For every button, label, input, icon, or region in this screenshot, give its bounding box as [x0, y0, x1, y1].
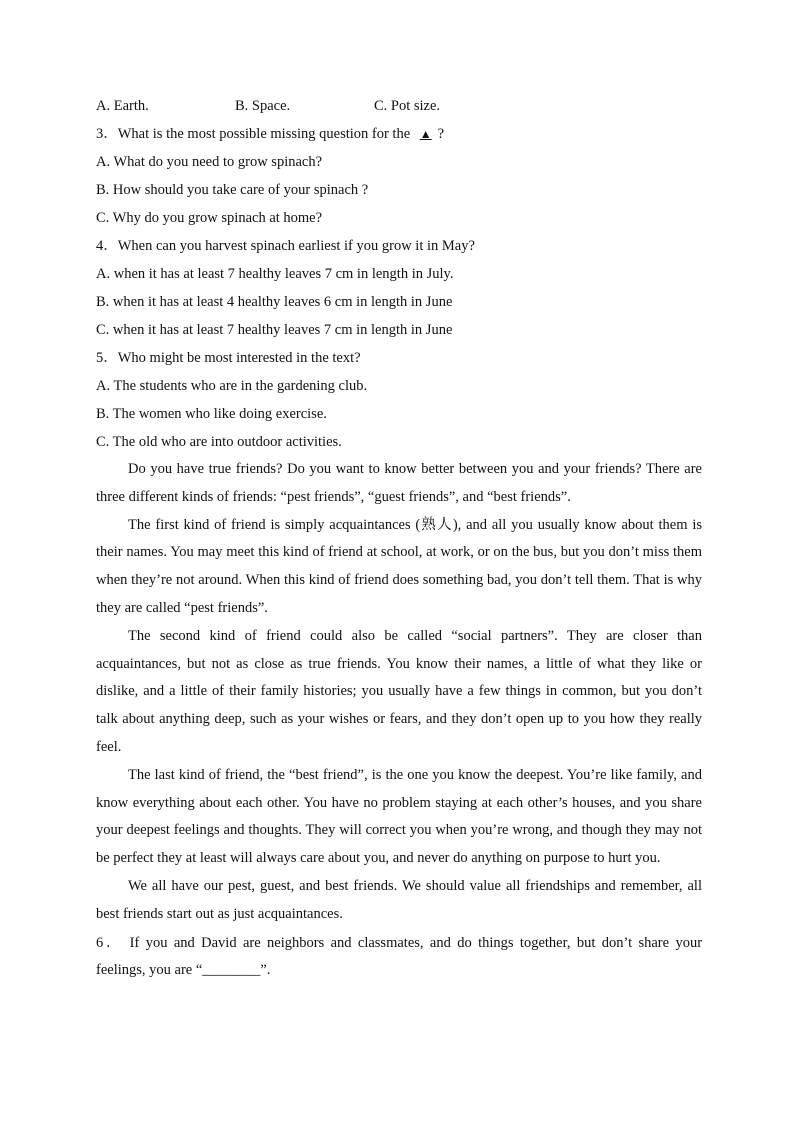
q5-option-a[interactable]: A. The students who are in the gardening club. [96, 378, 368, 394]
q5-text: Who might be most interested in the text? [117, 350, 361, 366]
exam-page [96, 92, 702, 985]
q6-text: If you and David are neighbors and classmates, and do things together, but don’t share your feelings, you are “________”. [96, 934, 703, 979]
passage-paragraph-5 [96, 873, 702, 929]
passage-text: The second kind of friend could also be called “social partners”. They are closer than acquaintances, but not as close as true friends. You know their names, a little of what they like or dislike, and a little of their family histories; you usually have a few things in common, but you don’t talk about anything deep, such as your wishes or fears, and they don’t open up to you how they really feel. [96, 627, 702, 755]
passage-paragraph-2 [96, 512, 702, 623]
q5-option-c[interactable]: C. The old who are into outdoor activities. [96, 434, 342, 450]
passage-paragraph-4 [96, 762, 702, 873]
passage-text: The first kind of friend is simply acquaintances (熟人), and all you usually know about them is their names. You may meet this kind of friend at school, at work, or on the bus, but you don’t miss them when they’re not around. When this kind of friend does something bad, you don’t tell them. That is why they are called “pest friends”. [96, 516, 702, 616]
q3-text-end: ? [437, 126, 445, 142]
q3-option-b[interactable]: B. How should you take care of your spinach ? [96, 182, 369, 198]
q3-number: 3． [96, 126, 118, 142]
q4-text: When can you harvest spinach earliest if you grow it in May? [117, 238, 475, 254]
q6-stem [96, 930, 702, 986]
q4-stem [96, 232, 702, 260]
q6-number: 6． [96, 934, 124, 951]
q4-option-b[interactable]: B. when it has at least 4 healthy leaves 6 cm in length in June [96, 294, 453, 310]
q4-number: 4． [96, 238, 118, 254]
q2-options [96, 92, 702, 120]
passage-text: We all have our pest, guest, and best friends. We should value all friendships and remember, all best friends start out as just acquaintances. [96, 877, 702, 922]
q3-blank-triangle-icon: ▲ [419, 127, 432, 141]
q3-text: What is the most possible missing question for the [117, 126, 414, 142]
q5-stem [96, 344, 702, 372]
passage-text: The last kind of friend, the “best friend”, is the one you know the deepest. You’re like family, and know everything about each other. You have no problem staying at each other’s houses, and you share your deepest feelings and thoughts. They will correct you when you’re wrong, and though they may not be perfect they at least will always care about you, and never do anything on purpose to hurt you. [96, 766, 702, 867]
passage-paragraph-3 [96, 623, 702, 762]
q2-option-c[interactable]: C. Pot size. [374, 98, 441, 114]
q5-number: 5． [96, 350, 118, 366]
passage-text: Do you have true friends? Do you want to know better between you and your friends? There are three different kinds of friends: “pest friends”, “guest friends”, and “best friends”. [96, 461, 702, 505]
q5-option-b[interactable]: B. The women who like doing exercise. [96, 406, 327, 422]
q3-stem [96, 120, 702, 148]
q4-option-a[interactable]: A. when it has at least 7 healthy leaves 7 cm in length in July. [96, 266, 454, 282]
q4-option-c[interactable]: C. when it has at least 7 healthy leaves 7 cm in length in June [96, 322, 453, 338]
q2-option-b[interactable]: B. Space. [235, 98, 291, 114]
q3-option-c[interactable]: C. Why do you grow spinach at home? [96, 210, 323, 226]
q3-option-a[interactable]: A. What do you need to grow spinach? [96, 154, 323, 170]
passage-paragraph-1 [96, 456, 702, 512]
q2-option-a[interactable]: A. Earth. [96, 98, 149, 114]
